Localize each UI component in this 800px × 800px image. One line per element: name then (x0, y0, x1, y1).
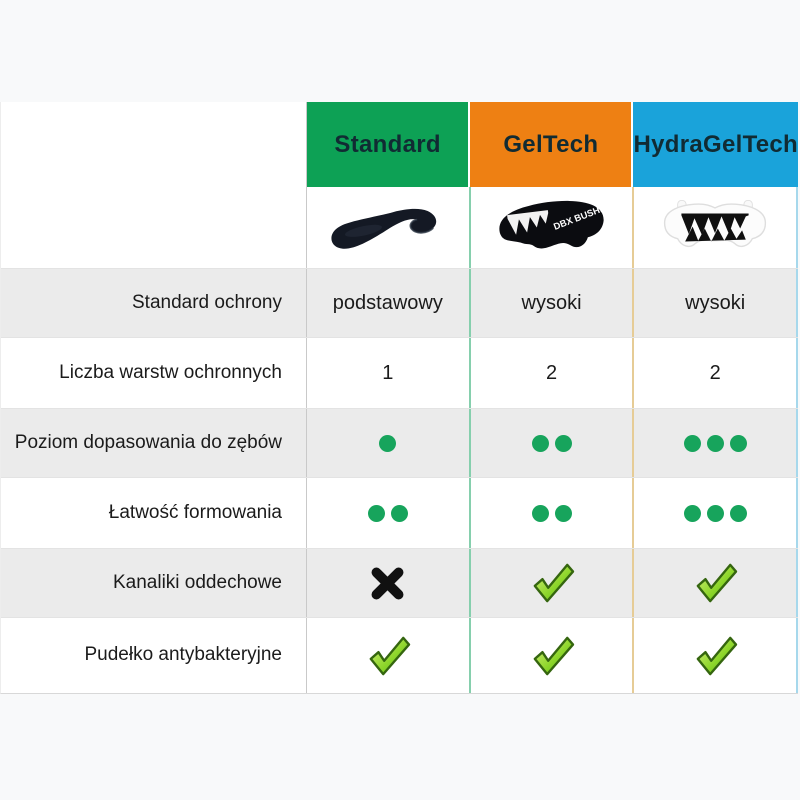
table-row (1, 268, 798, 338)
cell-value: wysoki (521, 291, 582, 314)
cell-hydrageltech (634, 549, 798, 617)
cell-hydrageltech (634, 338, 798, 408)
header-row (1, 102, 798, 187)
cell-value: 1 (382, 361, 394, 384)
table-row (1, 338, 798, 408)
cell-standard (307, 618, 471, 693)
cell-hydrageltech (634, 618, 798, 693)
rating-dot (555, 505, 572, 522)
rating-dot (368, 505, 385, 522)
cell-value: 2 (545, 361, 558, 384)
product-image-hydrageltech (634, 187, 798, 268)
row-label: Standard ochrony (1, 269, 307, 337)
cell-geltech (471, 478, 635, 548)
rating-dot (707, 505, 724, 522)
cell-standard (307, 478, 471, 548)
table-row (1, 618, 798, 693)
rating-dot (730, 435, 747, 452)
cell-standard (307, 409, 471, 477)
rating-dot (379, 435, 396, 452)
check-icon (529, 562, 575, 604)
cell-geltech (471, 269, 635, 337)
table-body (1, 268, 798, 693)
cell-geltech (471, 338, 635, 408)
column-header-standard: Standard (307, 102, 468, 187)
table-row (1, 548, 798, 618)
cell-value: podstawowy (332, 291, 443, 314)
rating-dot (684, 435, 701, 452)
cell-standard (307, 549, 471, 617)
svg-text:DBX BUSHIDO: DBX BUSHIDO (551, 198, 617, 232)
cell-hydrageltech (634, 409, 798, 477)
rating-dot (730, 505, 747, 522)
cell-hydrageltech (634, 478, 798, 548)
row-label: Liczba warstw ochronnych (1, 338, 307, 408)
cell-standard (307, 269, 471, 337)
header-label-spacer (1, 102, 307, 187)
cross-icon (369, 565, 406, 602)
row-label: Kanaliki oddechowe (1, 549, 307, 617)
cell-geltech (471, 409, 635, 477)
rating-dot (532, 505, 549, 522)
check-icon (365, 635, 411, 677)
cell-standard (307, 338, 471, 408)
rating-dot (707, 435, 724, 452)
image-label-spacer (1, 187, 307, 268)
table-row (1, 478, 798, 548)
product-image-standard (307, 187, 471, 268)
cell-geltech (471, 549, 635, 617)
row-label: Pudełko antybakteryjne (1, 618, 307, 693)
product-image-row (1, 187, 798, 268)
column-header-hydrageltech: HydraGelTech (633, 102, 798, 187)
check-icon (529, 635, 575, 677)
column-header-geltech: GelTech (470, 102, 631, 187)
rating-dot (532, 435, 549, 452)
cell-value: 2 (709, 361, 721, 384)
rating-dot (684, 505, 701, 522)
cell-hydrageltech (634, 269, 798, 337)
check-icon (692, 635, 738, 677)
row-label: Łatwość formowania (1, 478, 307, 548)
cell-geltech (471, 618, 635, 693)
rating-dot (555, 435, 572, 452)
check-icon (692, 562, 738, 604)
row-label: Poziom dopasowania do zębów (1, 409, 307, 477)
table-row (1, 408, 798, 478)
comparison-table (0, 102, 798, 694)
rating-dot (391, 505, 408, 522)
product-image-geltech (471, 187, 635, 268)
cell-value: wysoki (685, 291, 746, 314)
